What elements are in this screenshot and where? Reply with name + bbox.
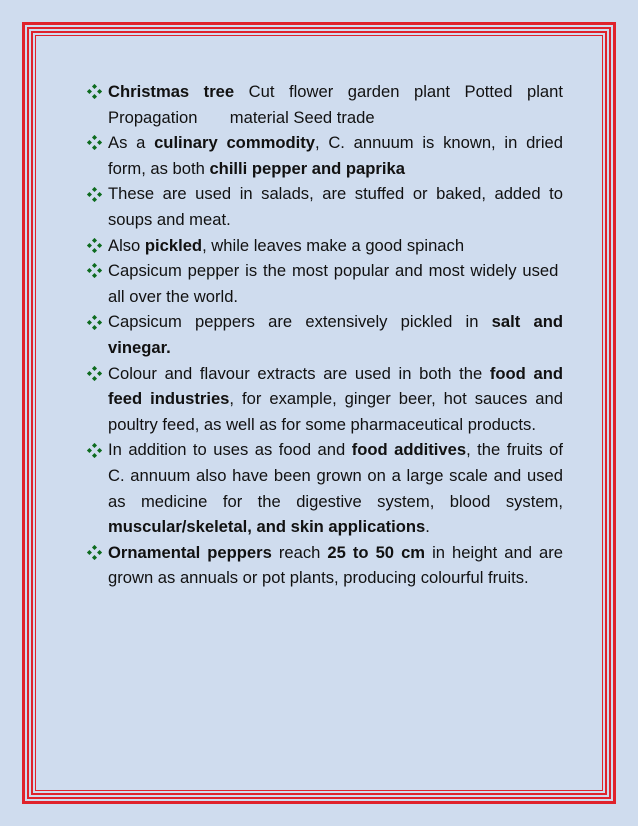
body-text: , C. annuum is known, in dried form, as both: [108, 133, 563, 178]
bullet-item: [87, 79, 563, 130]
four-diamond-bullet-icon: [87, 79, 106, 105]
bold-text: salt and vinegar.: [108, 312, 563, 357]
body-text: , while leaves make a good spinach: [202, 235, 465, 255]
four-diamond-bullet-icon: [87, 361, 106, 387]
bold-text: chilli pepper and paprika: [209, 158, 405, 178]
body-text: These are used in salads, are stuffed or baked, added to soups and meat.: [108, 184, 563, 229]
four-diamond-bullet-icon: [87, 181, 106, 207]
body-text: , for example, ginger beer, hot sauces and poultry feed, as well as for some pharmaceutical products.: [108, 389, 563, 434]
bullet-item: [87, 309, 563, 360]
bold-text: culinary commodity: [154, 133, 315, 153]
bold-text: 25 to 50 cm: [327, 542, 426, 562]
body-text: Capsicum peppers are extensively pickled in: [108, 312, 492, 332]
bullet-item: [87, 437, 563, 539]
bold-text: food additives: [351, 440, 467, 460]
body-text: Cut flower garden plant Potted plant Propagation material Seed trade: [108, 82, 563, 127]
body-text: Capsicum pepper is the most popular and most widely used all over the world.: [108, 261, 563, 306]
bullet-item: [87, 540, 563, 591]
body-text: As a: [108, 133, 155, 153]
bullet-item: [87, 233, 563, 259]
four-diamond-bullet-icon: [87, 309, 106, 335]
four-diamond-bullet-icon: [87, 258, 106, 284]
body-text: reach: [271, 542, 328, 562]
bold-text: Ornamental peppers: [108, 542, 272, 562]
four-diamond-bullet-icon: [87, 233, 106, 259]
bullet-item: [87, 130, 563, 181]
body-text: in height and are grown as annuals or pot plants, producing colourful fruits.: [108, 542, 563, 588]
bold-text: Christmas tree: [108, 82, 235, 101]
bullet-item: [87, 258, 563, 309]
body-text: .: [425, 517, 430, 537]
bold-text: pickled: [144, 235, 203, 255]
bullet-item: [87, 361, 563, 438]
body-text: Colour and flavour extracts are used in both the: [108, 363, 490, 383]
four-diamond-bullet-icon: [87, 540, 106, 566]
bold-text: muscular/skeletal, and skin applications: [108, 517, 426, 537]
four-diamond-bullet-icon: [87, 437, 106, 463]
bullet-list: [87, 79, 563, 591]
four-diamond-bullet-icon: [87, 130, 106, 156]
body-text: , the fruits of C. annuum also have been grown on a large scale and used as medicine for the digestive system, blood system,: [108, 440, 564, 511]
body-text: In addition to uses as food and: [108, 440, 352, 460]
body-text: Also: [108, 235, 145, 255]
bold-text: food and feed industries: [108, 363, 563, 409]
bullet-item: [87, 181, 563, 232]
